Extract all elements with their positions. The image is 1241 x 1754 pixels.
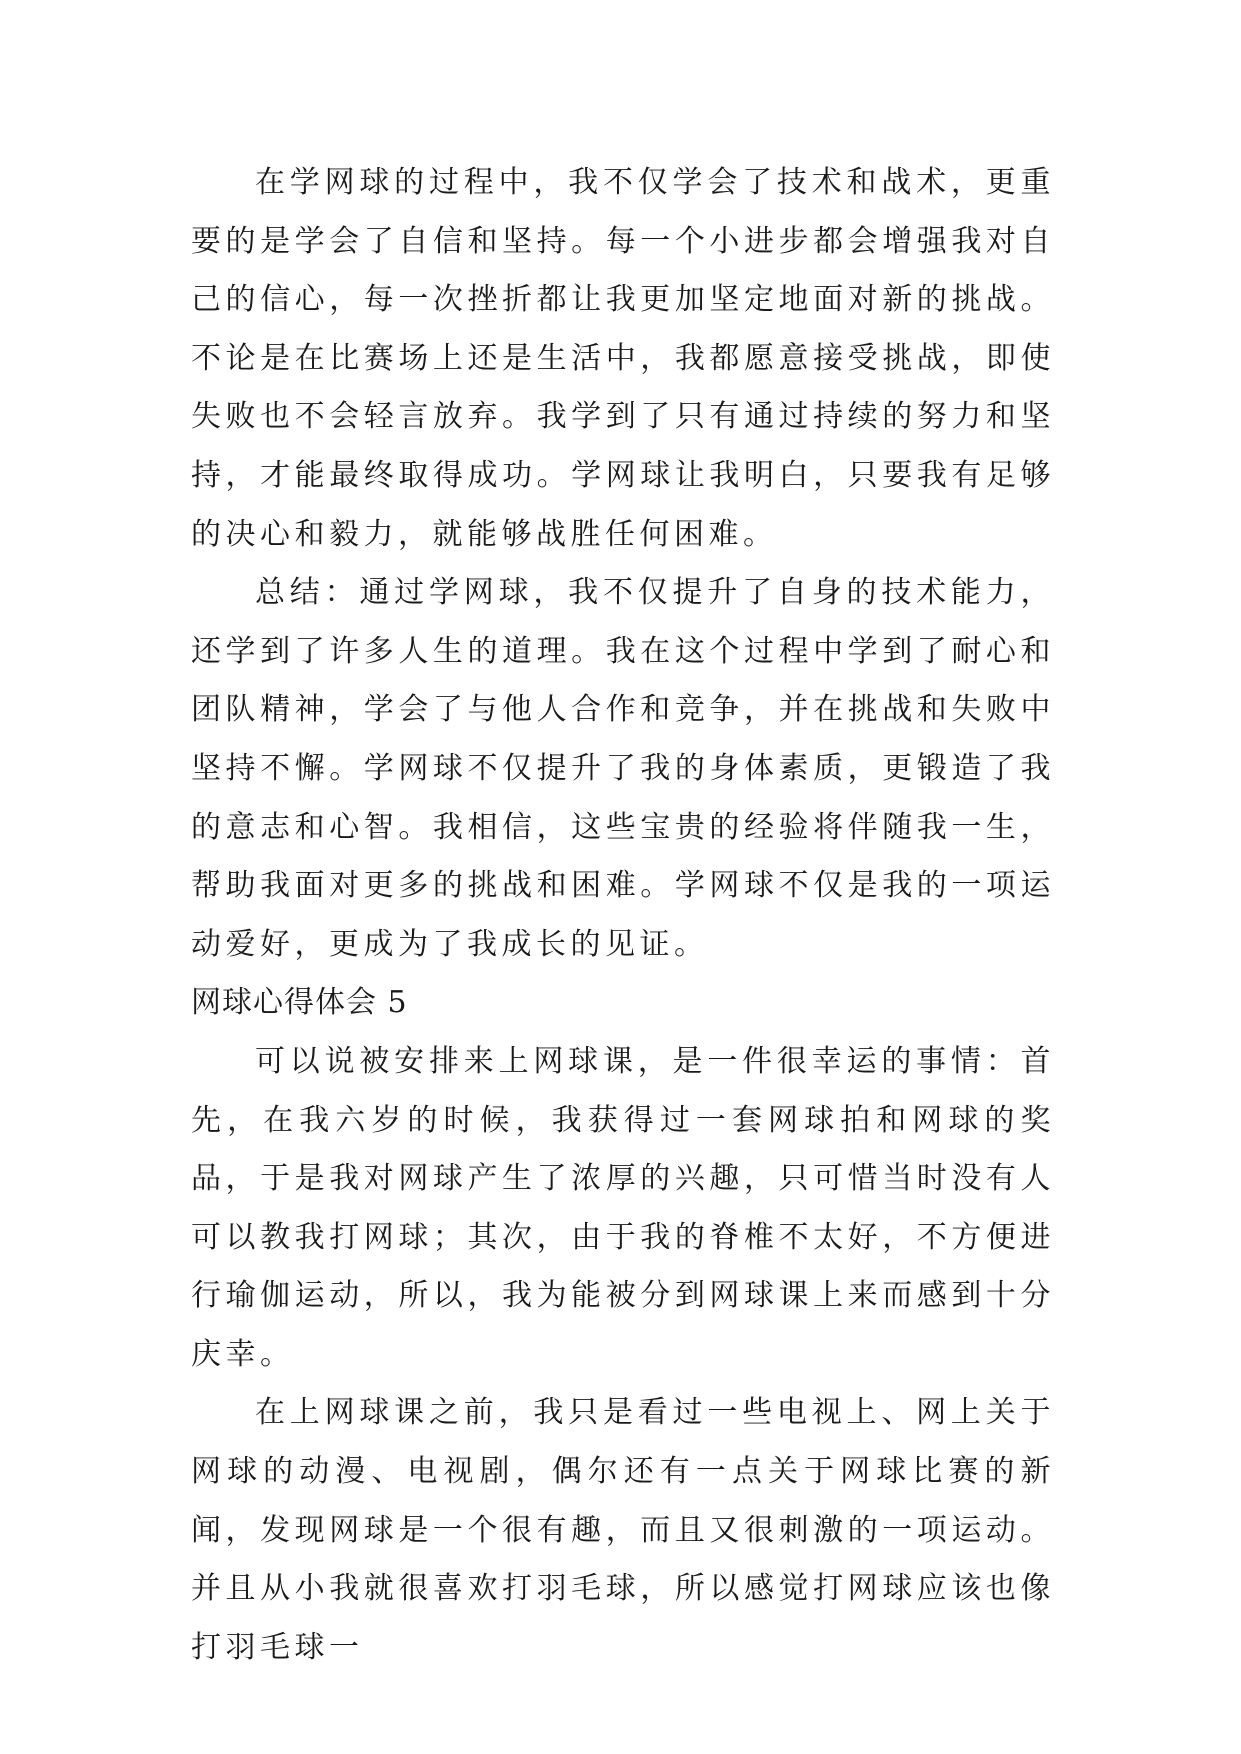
paragraph-lucky-to-join: 可以说被安排来上网球课，是一件很幸运的事情：首先，在我六岁的时候，我获得过一套网球拍和网球的奖品，于是我对网球产生了浓厚的兴趣，只可惜当时没有人可以教我打网球；其次，由于我的脊椎不太好，不方便进行瑜伽运动，所以，我为能被分到网球课上来而感到十分庆幸。	[191, 1043, 1055, 1372]
paragraph-before-class: 在上网球课之前，我只是看过一些电视上、网上关于网球的动漫、电视剧，偶尔还有一点关于网球比赛的新闻，发现网球是一个很有趣，而且又很刺激的一项运动。并且从小我就很喜欢打羽毛球，所以感觉打网球应该也像打羽毛球一	[191, 1395, 1055, 1665]
paragraph-tennis-confidence: 在学网球的过程中，我不仅学会了技术和战术，更重要的是学会了自信和坚持。每一个小进步都会增强我对自己的信心，每一次挫折都让我更加坚定地面对新的挑战。不论是在比赛场上还是生活中，我都愿意接受挑战，即使失败也不会轻言放弃。我学到了只有通过持续的努力和坚持，才能最终取得成功。学网球让我明白，只要我有足够的决心和毅力，就能够战胜任何困难。	[191, 165, 1055, 552]
section-heading: 网球心得体会 5	[191, 985, 408, 1021]
document-body	[191, 154, 1055, 1677]
paragraph-summary: 总结：通过学网球，我不仅提升了自身的技术能力，还学到了许多人生的道理。我在这个过程中学到了耐心和团队精神，学会了与他人合作和竞争，并在挑战和失败中坚持不懈。学网球不仅提升了我的身体素质，更锻造了我的意志和心智。我相信，这些宝贵的经验将伴随我一生，帮助我面对更多的挑战和困难。学网球不仅是我的一项运动爱好，更成为了我成长的见证。	[191, 575, 1055, 962]
